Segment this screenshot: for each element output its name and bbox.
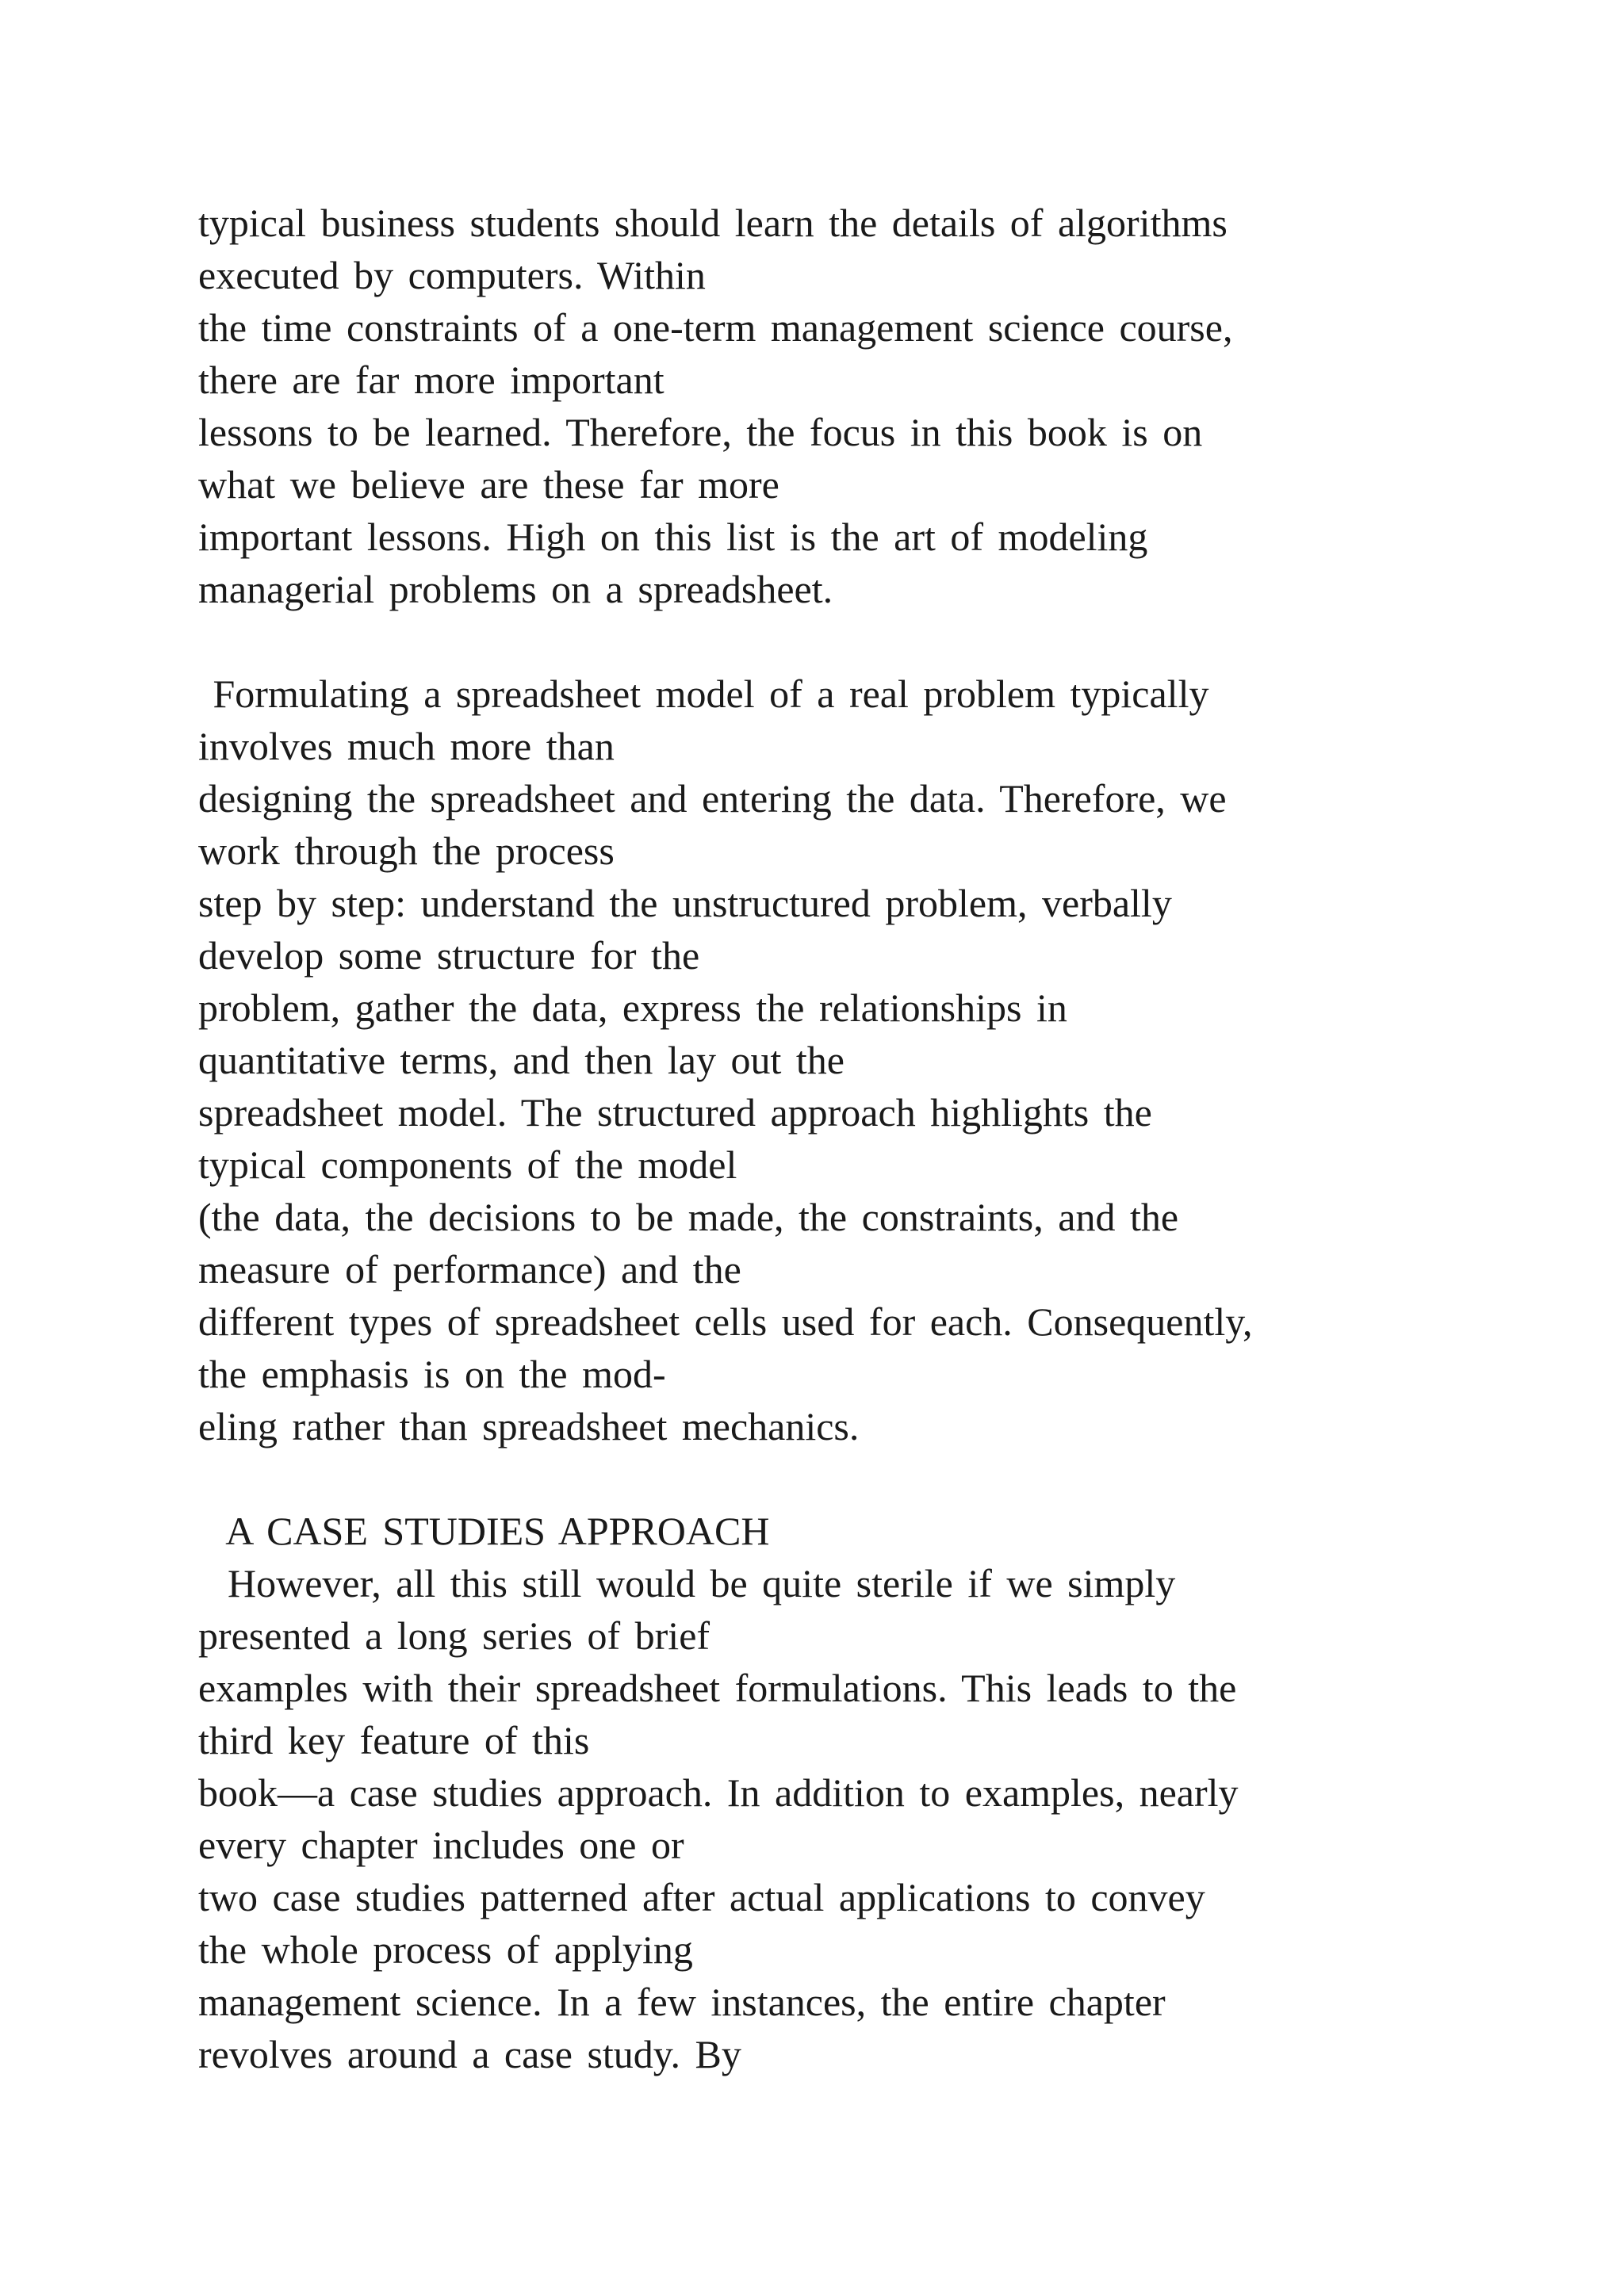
text-line: examples with their spreadsheet formulations. This leads to the <box>198 1666 1237 1710</box>
paragraph-algorithms-lessons <box>198 197 1515 615</box>
paragraph-case-studies <box>198 1505 1515 2080</box>
text-line: what we believe are these far more <box>198 462 779 507</box>
text-line: third key feature of this <box>198 1718 590 1762</box>
text-line: spreadsheet model. The structured approach highlights the <box>198 1090 1152 1135</box>
text-line: quantitative terms, and then lay out the <box>198 1038 845 1082</box>
text-line: (the data, the decisions to be made, the constraints, and the <box>198 1195 1179 1239</box>
text-line: book—a case studies approach. In addition to examples, nearly <box>198 1770 1239 1815</box>
text-line: Formulating a spreadsheet model of a real problem typically <box>198 672 1209 716</box>
paragraph-formulating-model <box>198 668 1515 1452</box>
text-line: typical business students should learn the details of algorithms <box>198 201 1228 245</box>
text-line: the time constraints of a one-term management science course, <box>198 305 1233 350</box>
text-line: presented a long series of brief <box>198 1613 710 1658</box>
text-line: eling rather than spreadsheet mechanics. <box>198 1404 860 1448</box>
text-line: work through the process <box>198 828 615 873</box>
text-line: the emphasis is on the mod- <box>198 1352 666 1396</box>
text-line: two case studies patterned after actual applications to convey <box>198 1875 1205 1919</box>
text-line: involves much more than <box>198 724 615 768</box>
text-line: typical components of the model <box>198 1142 737 1187</box>
section-heading: A CASE STUDIES APPROACH <box>198 1509 770 1553</box>
text-line: there are far more important <box>198 358 665 402</box>
text-line: the whole process of applying <box>198 1927 693 1972</box>
text-line: executed by computers. Within <box>198 253 706 297</box>
text-line: every chapter includes one or <box>198 1823 684 1867</box>
text-line: problem, gather the data, express the relationships in <box>198 985 1067 1030</box>
text-line: step by step: understand the unstructured problem, verbally <box>198 881 1172 925</box>
text-line: managerial problems on a spreadsheet. <box>198 567 833 611</box>
text-line: important lessons. High on this list is the art of modeling <box>198 515 1148 559</box>
text-line: designing the spreadsheet and entering the data. Therefore, we <box>198 776 1227 821</box>
text-line: management science. In a few instances, the entire chapter <box>198 1980 1166 2024</box>
text-line: develop some structure for the <box>198 933 700 978</box>
text-line: lessons to be learned. Therefore, the focus in this book is on <box>198 410 1203 454</box>
text-line: different types of spreadsheet cells used for each. Consequently, <box>198 1299 1253 1344</box>
text-line: revolves around a case study. By <box>198 2032 741 2076</box>
text-line: However, all this still would be quite sterile if we simply <box>198 1561 1176 1605</box>
text-line: measure of performance) and the <box>198 1247 741 1292</box>
